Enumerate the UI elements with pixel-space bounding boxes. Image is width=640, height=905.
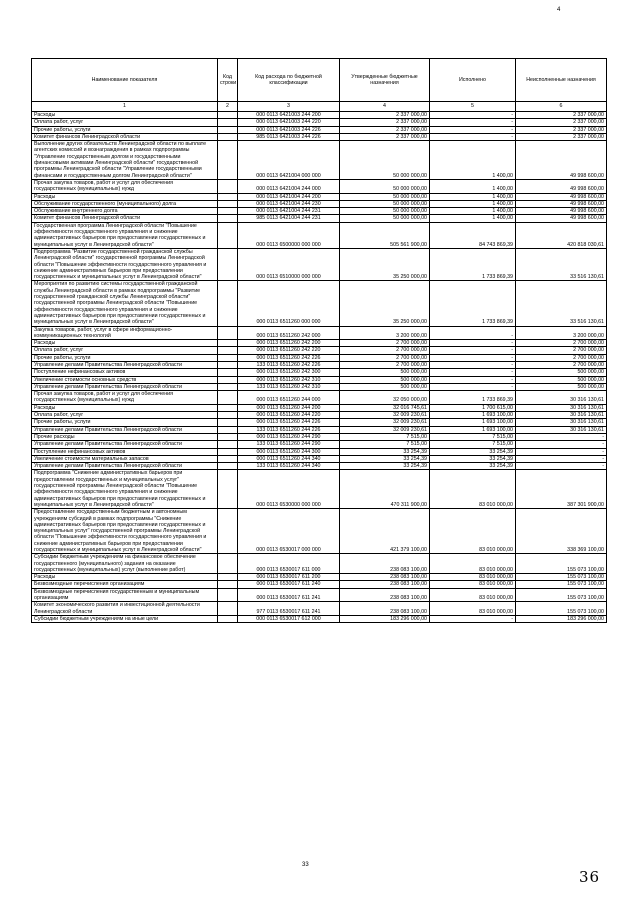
cell-unexecuted: 49 998 600,00 bbox=[516, 200, 607, 207]
cell-approved: 7 515,00 bbox=[340, 433, 430, 440]
column-number-row bbox=[32, 102, 607, 112]
cell-unexecuted: 183 296 000,00 bbox=[516, 615, 607, 622]
cell-expense-code: 133 0113 6511260 242 310 bbox=[238, 383, 340, 390]
cell-unexecuted: 420 818 030,61 bbox=[516, 222, 607, 248]
cell-name: Прочая закупка товаров, работ и услуг для обеспечения государственных (муниципальных) нужд bbox=[32, 391, 218, 405]
cell-executed: 83 010 000,00 bbox=[430, 554, 516, 574]
table-row bbox=[32, 588, 607, 602]
cell-name: Прочая закупка товаров, работ и услуг для обеспечения государственных (муниципальных) нужд bbox=[32, 179, 218, 193]
cell-approved: 50 000 000,00 bbox=[340, 215, 430, 222]
cell-name: Расходы bbox=[32, 574, 218, 581]
cell-executed: - bbox=[430, 383, 516, 390]
col-number: 1 bbox=[32, 102, 218, 112]
cell-line-code bbox=[218, 200, 238, 207]
table-row bbox=[32, 369, 607, 376]
header-expense-code: Код расхода по бюджетной классификации bbox=[238, 59, 340, 102]
cell-expense-code: 000 0113 6511260 242 226 bbox=[238, 354, 340, 361]
cell-approved: 2 337 000,00 bbox=[340, 112, 430, 119]
cell-unexecuted: 33 516 130,61 bbox=[516, 281, 607, 326]
cell-name: Поступление нефинансовых активов bbox=[32, 448, 218, 455]
cell-unexecuted: 30 316 130,61 bbox=[516, 419, 607, 426]
cell-expense-code: 000 0113 6511260 244 000 bbox=[238, 391, 340, 405]
cell-approved: 32 050 000,00 bbox=[340, 391, 430, 405]
cell-line-code bbox=[218, 615, 238, 622]
cell-approved: 33 254,39 bbox=[340, 448, 430, 455]
header-row bbox=[32, 59, 607, 102]
cell-executed: 1 733 869,39 bbox=[430, 281, 516, 326]
cell-executed: - bbox=[430, 119, 516, 126]
cell-executed: 83 010 000,00 bbox=[430, 574, 516, 581]
cell-line-code bbox=[218, 433, 238, 440]
cell-executed: - bbox=[430, 112, 516, 119]
cell-unexecuted: 155 073 100,00 bbox=[516, 554, 607, 574]
cell-executed: 1 400,00 bbox=[430, 179, 516, 193]
cell-line-code bbox=[218, 455, 238, 462]
table-row bbox=[32, 554, 607, 574]
cell-name: Комитет финансов Ленинградской области bbox=[32, 215, 218, 222]
cell-line-code bbox=[218, 119, 238, 126]
cell-unexecuted: 338 369 100,00 bbox=[516, 509, 607, 554]
cell-expense-code: 000 0113 6421003 244 226 bbox=[238, 126, 340, 133]
cell-unexecuted: - bbox=[516, 433, 607, 440]
cell-name: Государственная программа Ленинградской области "Повышение эффективности государственного управления и снижение административных барьеров при предоставлении государственных и муниципальных услуг в Ленинградской области" bbox=[32, 222, 218, 248]
cell-line-code bbox=[218, 361, 238, 368]
cell-unexecuted: 500 000,00 bbox=[516, 376, 607, 383]
header-name: Наименование показателя bbox=[32, 59, 218, 102]
header-line-code: Код строки bbox=[218, 59, 238, 102]
cell-executed: 83 010 000,00 bbox=[430, 581, 516, 588]
cell-line-code bbox=[218, 112, 238, 119]
cell-executed: 83 010 000,00 bbox=[430, 588, 516, 602]
table-row bbox=[32, 463, 607, 470]
cell-expense-code: 000 0113 6511260 242 300 bbox=[238, 369, 340, 376]
cell-approved: 500 000,00 bbox=[340, 376, 430, 383]
cell-expense-code: 000 0113 6511260 244 290 bbox=[238, 433, 340, 440]
cell-name: Управление делами Правительства Ленинградской области bbox=[32, 361, 218, 368]
cell-name: Оплата работ, услуг bbox=[32, 347, 218, 354]
cell-name: Управление делами Правительства Ленинградской области bbox=[32, 426, 218, 433]
cell-approved: 32 009 230,61 bbox=[340, 426, 430, 433]
cell-approved: 32 009 230,61 bbox=[340, 412, 430, 419]
cell-line-code bbox=[218, 347, 238, 354]
cell-executed: 33 254,39 bbox=[430, 455, 516, 462]
cell-name: Закупка товаров, работ, услуг в сфере информационно-коммуникационных технологий bbox=[32, 326, 218, 340]
cell-approved: 500 000,00 bbox=[340, 369, 430, 376]
cell-name: Прочие расходы bbox=[32, 433, 218, 440]
cell-unexecuted: 2 337 000,00 bbox=[516, 133, 607, 140]
cell-executed: 7 515,00 bbox=[430, 433, 516, 440]
cell-approved: 238 083 100,00 bbox=[340, 588, 430, 602]
cell-line-code bbox=[218, 222, 238, 248]
cell-approved: 238 083 100,00 bbox=[340, 554, 430, 574]
cell-unexecuted: - bbox=[516, 441, 607, 448]
cell-executed: - bbox=[430, 376, 516, 383]
cell-name: Прочие работы, услуги bbox=[32, 126, 218, 133]
cell-name: Комитет экономического развития и инвестиционной деятельности Ленинградской области bbox=[32, 602, 218, 616]
cell-name: Безвозмездные перечисления государственным и муниципальным организациям bbox=[32, 588, 218, 602]
cell-approved: 2 700 000,00 bbox=[340, 354, 430, 361]
cell-unexecuted: 30 316 130,61 bbox=[516, 412, 607, 419]
cell-expense-code: 133 0113 6511260 244 290 bbox=[238, 441, 340, 448]
cell-approved: 238 083 100,00 bbox=[340, 581, 430, 588]
cell-name: Расходы bbox=[32, 340, 218, 347]
cell-approved: 2 700 000,00 bbox=[340, 361, 430, 368]
cell-expense-code: 000 0113 6530017 612 000 bbox=[238, 615, 340, 622]
cell-unexecuted: 2 337 000,00 bbox=[516, 126, 607, 133]
cell-expense-code: 000 0113 6511260 242 310 bbox=[238, 376, 340, 383]
cell-expense-code: 000 0113 6511260 242 200 bbox=[238, 340, 340, 347]
cell-unexecuted: 155 073 100,00 bbox=[516, 574, 607, 581]
cell-approved: 35 250 000,00 bbox=[340, 281, 430, 326]
cell-expense-code: 000 0113 6421004 244 231 bbox=[238, 208, 340, 215]
cell-expense-code: 000 0113 6530000 000 000 bbox=[238, 470, 340, 509]
cell-executed: - bbox=[430, 133, 516, 140]
cell-line-code bbox=[218, 588, 238, 602]
cell-approved: 2 337 000,00 bbox=[340, 126, 430, 133]
cell-unexecuted: 49 998 600,00 bbox=[516, 141, 607, 180]
table-row bbox=[32, 419, 607, 426]
cell-name: Прочие работы, услуги bbox=[32, 354, 218, 361]
cell-name: Прочие работы, услуги bbox=[32, 419, 218, 426]
cell-name: Подпрограмма "Развитие государственной гражданской службы Ленинградской области" государственной программы Ленинградской области "Повышение эффективности государственного управления и снижение административных барьеров при предоставлении государственных и муниципальных услуг в Ленинградской области" bbox=[32, 248, 218, 280]
cell-approved: 7 515,00 bbox=[340, 441, 430, 448]
cell-line-code bbox=[218, 376, 238, 383]
table-row bbox=[32, 455, 607, 462]
table-row bbox=[32, 361, 607, 368]
cell-unexecuted: 49 998 600,00 bbox=[516, 179, 607, 193]
cell-line-code bbox=[218, 340, 238, 347]
page-number: 33 bbox=[302, 862, 309, 868]
cell-expense-code: 000 0113 6421004 244 000 bbox=[238, 179, 340, 193]
cell-unexecuted: 2 700 000,00 bbox=[516, 354, 607, 361]
table-row bbox=[32, 112, 607, 119]
table-row bbox=[32, 441, 607, 448]
table-row bbox=[32, 383, 607, 390]
table-row bbox=[32, 133, 607, 140]
cell-executed: 1 400,00 bbox=[430, 215, 516, 222]
cell-approved: 505 561 900,00 bbox=[340, 222, 430, 248]
cell-line-code bbox=[218, 326, 238, 340]
cell-line-code bbox=[218, 404, 238, 411]
cell-unexecuted: 30 316 130,61 bbox=[516, 426, 607, 433]
table-row bbox=[32, 208, 607, 215]
cell-executed: 1 693 100,00 bbox=[430, 426, 516, 433]
cell-expense-code: 985 0113 6421004 244 231 bbox=[238, 215, 340, 222]
table-row bbox=[32, 615, 607, 622]
cell-expense-code: 000 0113 6511260 244 226 bbox=[238, 419, 340, 426]
cell-expense-code: 000 0113 6511260 242 220 bbox=[238, 347, 340, 354]
cell-approved: 50 000 000,00 bbox=[340, 208, 430, 215]
cell-name: Обслуживание государственного (муниципального) долга bbox=[32, 200, 218, 207]
cell-line-code bbox=[218, 574, 238, 581]
cell-line-code bbox=[218, 193, 238, 200]
cell-name: Оплата работ, услуг bbox=[32, 412, 218, 419]
cell-unexecuted: 500 000,00 bbox=[516, 383, 607, 390]
table-row bbox=[32, 222, 607, 248]
cell-approved: 32 009 230,61 bbox=[340, 419, 430, 426]
cell-executed: 83 010 000,00 bbox=[430, 602, 516, 616]
cell-approved: 33 254,39 bbox=[340, 463, 430, 470]
cell-executed: 7 515,00 bbox=[430, 441, 516, 448]
cell-expense-code: 000 0113 6511260 244 220 bbox=[238, 412, 340, 419]
cell-unexecuted: 155 073 100,00 bbox=[516, 581, 607, 588]
cell-approved: 32 016 745,61 bbox=[340, 404, 430, 411]
cell-expense-code: 000 0113 6530017 000 000 bbox=[238, 509, 340, 554]
cell-expense-code: 000 0113 6421003 244 200 bbox=[238, 112, 340, 119]
col-number: 6 bbox=[516, 102, 607, 112]
table-row bbox=[32, 509, 607, 554]
cell-unexecuted: 30 316 130,61 bbox=[516, 391, 607, 405]
cell-executed: 1 400,00 bbox=[430, 208, 516, 215]
cell-unexecuted: - bbox=[516, 448, 607, 455]
table-row bbox=[32, 200, 607, 207]
cell-name: Обслуживание внутреннего долга bbox=[32, 208, 218, 215]
cell-expense-code: 985 0113 6421003 244 226 bbox=[238, 133, 340, 140]
header-approved: Утвержденные бюджетные назначения bbox=[340, 59, 430, 102]
table-row bbox=[32, 470, 607, 509]
cell-unexecuted: 3 200 000,00 bbox=[516, 326, 607, 340]
cell-line-code bbox=[218, 448, 238, 455]
cell-name: Увеличение стоимости материальных запасов bbox=[32, 455, 218, 462]
cell-approved: 33 254,39 bbox=[340, 455, 430, 462]
cell-approved: 50 000 000,00 bbox=[340, 200, 430, 207]
cell-executed: - bbox=[430, 326, 516, 340]
cell-unexecuted: 49 998 600,00 bbox=[516, 208, 607, 215]
cell-executed: 83 010 000,00 bbox=[430, 470, 516, 509]
table-row bbox=[32, 433, 607, 440]
cell-unexecuted: 2 337 000,00 bbox=[516, 119, 607, 126]
cell-name: Выполнение других обязательств Ленинградской области по выплате агентских комиссий и вознаграждения в рамках подпрограммы "Управление государственным долгом и государственными финансовыми активами Ленинградской области" государственной программы Ленинградской области "Управление государственными финансами и государственным долгом Ленинградской области" bbox=[32, 141, 218, 180]
cell-expense-code: 000 0113 6530017 611 200 bbox=[238, 574, 340, 581]
cell-expense-code: 000 0113 6421004 244 230 bbox=[238, 200, 340, 207]
cell-line-code bbox=[218, 554, 238, 574]
handwritten-page-stamp: 36 bbox=[579, 868, 601, 886]
cell-line-code bbox=[218, 463, 238, 470]
cell-line-code bbox=[218, 248, 238, 280]
cell-name: Мероприятия по развитию системы государственной гражданской службы Ленинградской области в рамках подпрограммы "Развитие государственной гражданской службы Ленинградской области" государственной программы Ленинградской области "Повышение эффективности государственного управления и снижение административных барьеров при предоставлении государственных и муниципальных услуг в Ленинградской области" bbox=[32, 281, 218, 326]
table-row bbox=[32, 448, 607, 455]
table-row bbox=[32, 248, 607, 280]
budget-table bbox=[31, 58, 607, 623]
cell-expense-code: 000 0113 6500000 000 000 bbox=[238, 222, 340, 248]
cell-executed: - bbox=[430, 126, 516, 133]
cell-approved: 500 000,00 bbox=[340, 383, 430, 390]
cell-approved: 183 296 000,00 bbox=[340, 615, 430, 622]
cell-executed: - bbox=[430, 354, 516, 361]
cell-executed: - bbox=[430, 615, 516, 622]
table-row bbox=[32, 602, 607, 616]
cell-executed: 84 743 869,39 bbox=[430, 222, 516, 248]
cell-unexecuted: 2 700 000,00 bbox=[516, 340, 607, 347]
cell-line-code bbox=[218, 126, 238, 133]
table-row bbox=[32, 404, 607, 411]
cell-unexecuted: 2 700 000,00 bbox=[516, 347, 607, 354]
cell-line-code bbox=[218, 141, 238, 180]
cell-executed: 1 693 100,00 bbox=[430, 419, 516, 426]
cell-approved: 238 083 100,00 bbox=[340, 574, 430, 581]
cell-line-code bbox=[218, 509, 238, 554]
cell-unexecuted: 49 998 600,00 bbox=[516, 193, 607, 200]
cell-executed: 33 254,39 bbox=[430, 448, 516, 455]
table-row bbox=[32, 426, 607, 433]
cell-line-code bbox=[218, 133, 238, 140]
table-row bbox=[32, 141, 607, 180]
cell-expense-code: 000 0113 6511260 242 000 bbox=[238, 326, 340, 340]
cell-line-code bbox=[218, 215, 238, 222]
cell-expense-code: 133 0113 6511260 244 340 bbox=[238, 463, 340, 470]
cell-approved: 50 000 000,00 bbox=[340, 141, 430, 180]
cell-unexecuted: 155 073 100,00 bbox=[516, 588, 607, 602]
cell-name: Безвозмездные перечисления организациям bbox=[32, 581, 218, 588]
cell-expense-code: 000 0113 6530017 611 240 bbox=[238, 581, 340, 588]
cell-unexecuted: 33 516 130,61 bbox=[516, 248, 607, 280]
table-row bbox=[32, 581, 607, 588]
cell-name: Подпрограмма "Снижение административных барьеров при предоставлении государственных и муниципальных услуг" государственной программы Ленинградской области "Повышение эффективности государственного управления и снижение административных барьеров при предоставлении государственных и муниципальных услуг в Ленинградской области" bbox=[32, 470, 218, 509]
cell-expense-code: 977 0113 6530017 611 241 bbox=[238, 602, 340, 616]
table-row bbox=[32, 126, 607, 133]
table-row bbox=[32, 412, 607, 419]
cell-expense-code: 000 0113 6510000 000 000 bbox=[238, 248, 340, 280]
cell-name: Поступление нефинансовых активов bbox=[32, 369, 218, 376]
cell-approved: 2 700 000,00 bbox=[340, 340, 430, 347]
cell-unexecuted: 30 316 130,61 bbox=[516, 404, 607, 411]
cell-unexecuted: - bbox=[516, 463, 607, 470]
cell-approved: 50 000 000,00 bbox=[340, 193, 430, 200]
cell-executed: - bbox=[430, 369, 516, 376]
cell-line-code bbox=[218, 441, 238, 448]
table-row bbox=[32, 326, 607, 340]
cell-executed: 1 400,00 bbox=[430, 141, 516, 180]
cell-line-code bbox=[218, 208, 238, 215]
cell-expense-code: 133 0113 6511260 244 226 bbox=[238, 426, 340, 433]
col-number: 2 bbox=[218, 102, 238, 112]
table-row bbox=[32, 215, 607, 222]
cell-unexecuted: 387 301 900,00 bbox=[516, 470, 607, 509]
cell-name: Субсидии бюджетным учреждениям на иные цели bbox=[32, 615, 218, 622]
header-unexecuted: Неисполненные назначения bbox=[516, 59, 607, 102]
cell-line-code bbox=[218, 281, 238, 326]
cell-name: Управление делами Правительства Ленинградской области bbox=[32, 463, 218, 470]
cell-expense-code: 000 0113 6530017 611 000 bbox=[238, 554, 340, 574]
cell-line-code bbox=[218, 426, 238, 433]
cell-expense-code: 000 0113 6511260 244 300 bbox=[238, 448, 340, 455]
cell-name: Оплата работ, услуг bbox=[32, 119, 218, 126]
table-row bbox=[32, 193, 607, 200]
cell-name: Управление делами Правительства Ленинградской области bbox=[32, 441, 218, 448]
cell-executed: 1 400,00 bbox=[430, 193, 516, 200]
table-row bbox=[32, 119, 607, 126]
cell-executed: 1 693 100,00 bbox=[430, 412, 516, 419]
cell-name: Управление делами Правительства Ленинградской области bbox=[32, 383, 218, 390]
cell-expense-code: 000 0113 6511260 244 200 bbox=[238, 404, 340, 411]
cell-unexecuted: - bbox=[516, 455, 607, 462]
cell-executed: 1 700 615,00 bbox=[430, 404, 516, 411]
cell-approved: 3 200 000,00 bbox=[340, 326, 430, 340]
table-row bbox=[32, 340, 607, 347]
cell-name: Расходы bbox=[32, 112, 218, 119]
cell-executed: - bbox=[430, 340, 516, 347]
cell-executed: 1 733 869,39 bbox=[430, 391, 516, 405]
cell-expense-code: 000 0113 6421004 000 000 bbox=[238, 141, 340, 180]
cell-executed: - bbox=[430, 361, 516, 368]
table-row bbox=[32, 347, 607, 354]
cell-executed: 83 010 000,00 bbox=[430, 509, 516, 554]
cell-approved: 238 083 100,00 bbox=[340, 602, 430, 616]
cell-unexecuted: 2 700 000,00 bbox=[516, 361, 607, 368]
cell-line-code bbox=[218, 581, 238, 588]
cell-approved: 470 311 900,00 bbox=[340, 470, 430, 509]
col-number: 3 bbox=[238, 102, 340, 112]
table-row bbox=[32, 281, 607, 326]
col-number: 4 bbox=[340, 102, 430, 112]
cell-approved: 2 337 000,00 bbox=[340, 133, 430, 140]
table-row bbox=[32, 179, 607, 193]
cell-line-code bbox=[218, 412, 238, 419]
cell-executed: 33 254,39 bbox=[430, 463, 516, 470]
cell-expense-code: 000 0113 6421003 244 220 bbox=[238, 119, 340, 126]
cell-line-code bbox=[218, 383, 238, 390]
cell-unexecuted: 155 073 100,00 bbox=[516, 602, 607, 616]
cell-unexecuted: 2 337 000,00 bbox=[516, 112, 607, 119]
cell-line-code bbox=[218, 369, 238, 376]
table-row bbox=[32, 354, 607, 361]
cell-executed: 1 733 869,39 bbox=[430, 248, 516, 280]
cell-name: Расходы bbox=[32, 404, 218, 411]
table-row bbox=[32, 391, 607, 405]
cell-expense-code: 000 0113 6511260 244 340 bbox=[238, 455, 340, 462]
cell-approved: 35 250 000,00 bbox=[340, 248, 430, 280]
table-row bbox=[32, 376, 607, 383]
cell-expense-code: 000 0113 6530017 611 241 bbox=[238, 588, 340, 602]
corner-mark: 4 bbox=[557, 7, 561, 13]
cell-name: Увеличение стоимости основных средств bbox=[32, 376, 218, 383]
cell-approved: 50 000 000,00 bbox=[340, 179, 430, 193]
table-row bbox=[32, 574, 607, 581]
cell-executed: - bbox=[430, 347, 516, 354]
cell-unexecuted: 49 998 600,00 bbox=[516, 215, 607, 222]
cell-line-code bbox=[218, 470, 238, 509]
cell-approved: 2 700 000,00 bbox=[340, 347, 430, 354]
cell-name: Предоставление государственным бюджетным и автономным учреждениям субсидий в рамках подпрограммы "Снижение административных барьеров при предоставлении государственных и муниципальных услуг" государственной программы Ленинградской области "Повышение эффективности государственного управления и снижение административных барьеров при предоставлении государственных и муниципальных услуг в Ленинградской области" bbox=[32, 509, 218, 554]
cell-expense-code: 000 0113 6511260 000 000 bbox=[238, 281, 340, 326]
cell-line-code bbox=[218, 354, 238, 361]
budget-execution-sheet bbox=[31, 58, 606, 623]
cell-expense-code: 000 0113 6421004 244 200 bbox=[238, 193, 340, 200]
cell-expense-code: 133 0113 6511260 242 226 bbox=[238, 361, 340, 368]
cell-unexecuted: 500 000,00 bbox=[516, 369, 607, 376]
cell-line-code bbox=[218, 419, 238, 426]
cell-line-code bbox=[218, 391, 238, 405]
cell-approved: 421 379 100,00 bbox=[340, 509, 430, 554]
cell-name: Расходы bbox=[32, 193, 218, 200]
header-executed: Исполнено bbox=[430, 59, 516, 102]
cell-approved: 2 337 000,00 bbox=[340, 119, 430, 126]
col-number: 5 bbox=[430, 102, 516, 112]
cell-executed: 1 400,00 bbox=[430, 200, 516, 207]
cell-name: Комитет финансов Ленинградской области bbox=[32, 133, 218, 140]
cell-line-code bbox=[218, 602, 238, 616]
cell-name: Субсидии бюджетным учреждениям на финансовое обеспечение государственного (муниципального) задания на оказание государственных (муниципальных) услуг (выполнение работ) bbox=[32, 554, 218, 574]
cell-line-code bbox=[218, 179, 238, 193]
